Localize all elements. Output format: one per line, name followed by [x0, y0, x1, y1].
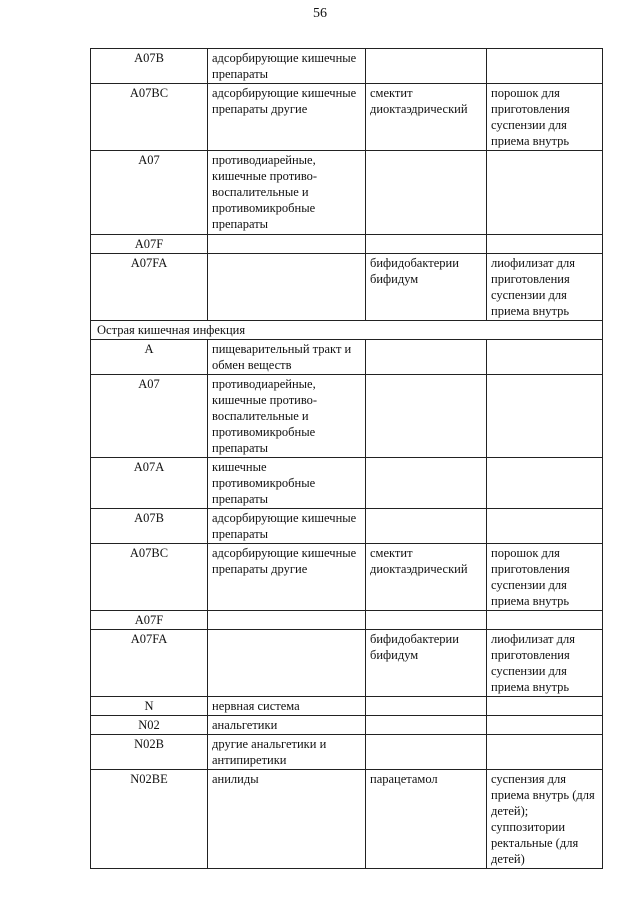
- drug-name-cell: бифидобактерии бифидум: [366, 630, 487, 697]
- dosage-form-cell: [487, 375, 603, 458]
- atc-code-cell: N02BE: [91, 770, 208, 869]
- table-row: [91, 254, 603, 321]
- table-row: [91, 697, 603, 716]
- table-body: [91, 49, 603, 869]
- drug-name-cell: [366, 340, 487, 375]
- drug-table: [90, 48, 603, 869]
- drug-name-cell: [366, 716, 487, 735]
- atc-code-cell: A07: [91, 151, 208, 235]
- atc-code-cell: A07A: [91, 458, 208, 509]
- dosage-form-cell: лиофилизат для приготовления суспензии для приема внутрь: [487, 630, 603, 697]
- dosage-form-cell: [487, 509, 603, 544]
- dosage-form-cell: [487, 697, 603, 716]
- atc-code-cell: A07FA: [91, 630, 208, 697]
- group-name-cell: анальгетики: [208, 716, 366, 735]
- group-name-cell: адсорбирующие кишечные препараты: [208, 49, 366, 84]
- table-row: [91, 611, 603, 630]
- table-row: [91, 151, 603, 235]
- section-title: Острая кишечная инфекция: [91, 321, 603, 340]
- dosage-form-cell: [487, 716, 603, 735]
- page-number: 56: [313, 6, 327, 21]
- group-name-cell: [208, 611, 366, 630]
- table-row: [91, 735, 603, 770]
- atc-code-cell: A07F: [91, 611, 208, 630]
- drug-name-cell: парацетамол: [366, 770, 487, 869]
- group-name-cell: [208, 254, 366, 321]
- table-row: [91, 458, 603, 509]
- table-row: [91, 84, 603, 151]
- drug-name-cell: [366, 375, 487, 458]
- dosage-form-cell: [487, 49, 603, 84]
- atc-code-cell: A07B: [91, 49, 208, 84]
- drug-name-cell: [366, 735, 487, 770]
- group-name-cell: [208, 235, 366, 254]
- atc-code-cell: A07: [91, 375, 208, 458]
- drug-name-cell: [366, 509, 487, 544]
- atc-code-cell: A07F: [91, 235, 208, 254]
- dosage-form-cell: порошок для приготовления суспензии для приема внутрь: [487, 84, 603, 151]
- table-row: [91, 770, 603, 869]
- drug-name-cell: бифидобактерии бифидум: [366, 254, 487, 321]
- table-row: [91, 49, 603, 84]
- drug-name-cell: [366, 235, 487, 254]
- group-name-cell: другие анальгетики и антипиретики: [208, 735, 366, 770]
- group-name-cell: [208, 630, 366, 697]
- group-name-cell: противодиарейные, кишечные противо-воспалительные и противомикробные препараты: [208, 151, 366, 235]
- dosage-form-cell: [487, 458, 603, 509]
- group-name-cell: адсорбирующие кишечные препараты другие: [208, 544, 366, 611]
- group-name-cell: пищеварительный тракт и обмен веществ: [208, 340, 366, 375]
- group-name-cell: кишечные противомикробные препараты: [208, 458, 366, 509]
- atc-code-cell: A: [91, 340, 208, 375]
- dosage-form-cell: [487, 235, 603, 254]
- drug-name-cell: [366, 458, 487, 509]
- group-name-cell: анилиды: [208, 770, 366, 869]
- dosage-form-cell: суспензия для приема внутрь (для детей); суппозитории ректальные (для детей): [487, 770, 603, 869]
- atc-code-cell: A07BC: [91, 84, 208, 151]
- group-name-cell: адсорбирующие кишечные препараты: [208, 509, 366, 544]
- dosage-form-cell: [487, 151, 603, 235]
- atc-code-cell: A07BC: [91, 544, 208, 611]
- atc-code-cell: N02: [91, 716, 208, 735]
- drug-name-cell: [366, 697, 487, 716]
- dosage-form-cell: [487, 611, 603, 630]
- table-row: [91, 375, 603, 458]
- section-row: [91, 321, 603, 340]
- atc-code-cell: A07B: [91, 509, 208, 544]
- drug-name-cell: [366, 49, 487, 84]
- dosage-form-cell: лиофилизат для приготовления суспензии для приема внутрь: [487, 254, 603, 321]
- drug-name-cell: смектит диоктаэдрический: [366, 84, 487, 151]
- table-row: [91, 630, 603, 697]
- dosage-form-cell: [487, 340, 603, 375]
- group-name-cell: противодиарейные, кишечные противо-воспалительные и противомикробные препараты: [208, 375, 366, 458]
- drug-name-cell: [366, 611, 487, 630]
- dosage-form-cell: [487, 735, 603, 770]
- atc-code-cell: A07FA: [91, 254, 208, 321]
- atc-code-cell: N: [91, 697, 208, 716]
- table-row: [91, 235, 603, 254]
- table-row: [91, 340, 603, 375]
- drug-name-cell: смектит диоктаэдрический: [366, 544, 487, 611]
- drug-name-cell: [366, 151, 487, 235]
- dosage-form-cell: порошок для приготовления суспензии для приема внутрь: [487, 544, 603, 611]
- table-row: [91, 509, 603, 544]
- group-name-cell: адсорбирующие кишечные препараты другие: [208, 84, 366, 151]
- group-name-cell: нервная система: [208, 697, 366, 716]
- table-row: [91, 544, 603, 611]
- atc-code-cell: N02B: [91, 735, 208, 770]
- table-row: [91, 716, 603, 735]
